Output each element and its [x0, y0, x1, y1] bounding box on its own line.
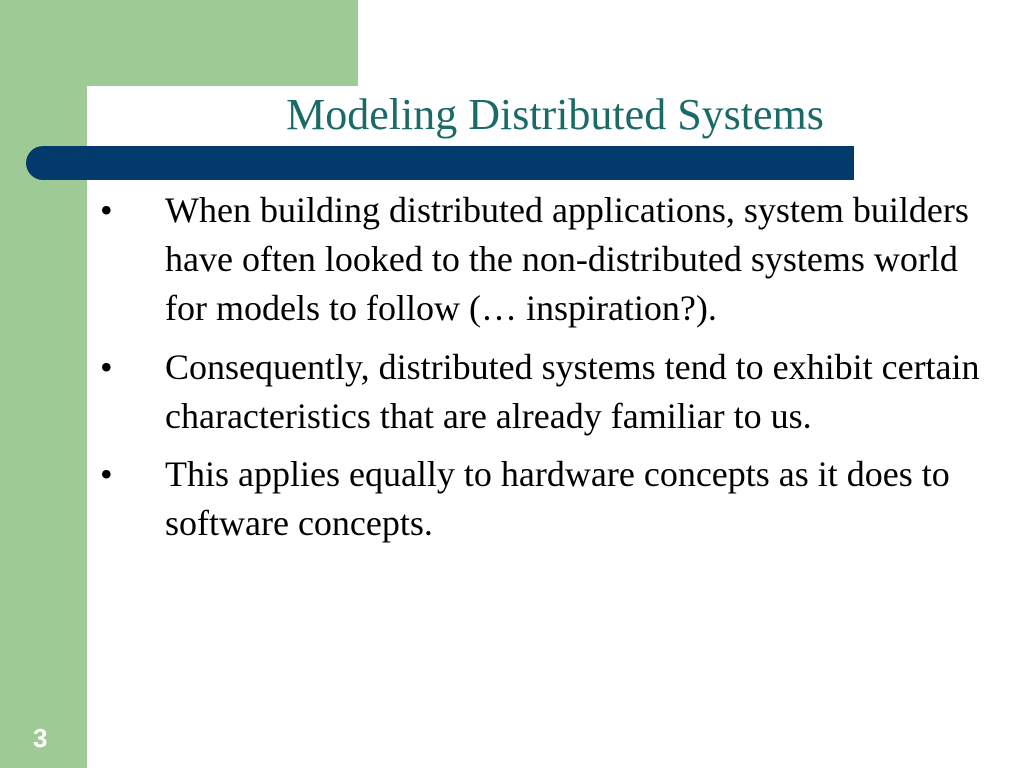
bullet-text: This applies equally to hardware concepts as it does to software concepts.	[165, 454, 950, 543]
page-number: 3	[33, 723, 48, 753]
bullet-icon: •	[100, 454, 113, 494]
list-item	[100, 186, 1000, 333]
list-item	[100, 343, 1000, 441]
title-underline-bar	[26, 146, 854, 180]
bullet-icon: •	[100, 190, 113, 230]
list-item	[100, 450, 1000, 548]
bullet-icon: •	[100, 347, 113, 387]
slide-title: Modeling Distributed Systems	[286, 90, 824, 139]
bullet-text: Consequently, distributed systems tend to exhibit certain characteristics that are already familiar to us.	[165, 347, 980, 436]
bullet-text: When building distributed applications, system builders have often looked to the non-distributed systems world for models to follow (… inspiration?).	[165, 190, 969, 328]
side-band-top	[0, 0, 358, 86]
bullet-list	[100, 186, 1000, 558]
